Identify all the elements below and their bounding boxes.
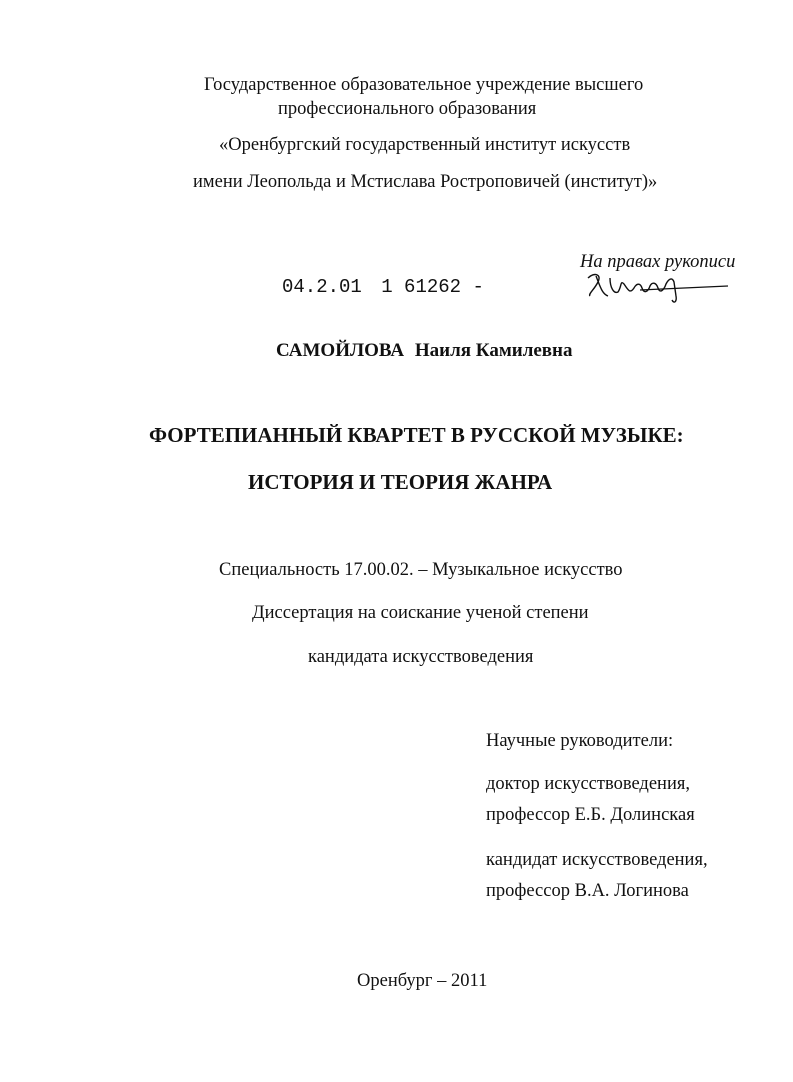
title-line-2: ИСТОРИЯ И ТЕОРИЯ ЖАНРА (248, 470, 553, 494)
supervisor-1-degree: доктор искусствоведения, (486, 774, 690, 794)
author-name: Наиля Камилевна (414, 340, 573, 361)
handwritten-signature (580, 266, 730, 306)
author (276, 340, 573, 362)
specialty: Специальность 17.00.02. – Музыкальное искусство (219, 560, 623, 580)
supervisor-1-name: профессор Е.Б. Долинская (486, 805, 695, 825)
registry-number-part2: 1 61262 - (381, 276, 484, 298)
degree-line-2: кандидата искусствоведения (308, 647, 534, 667)
institution-line-4: имени Леопольда и Мстислава Ростроповичей (институт)» (193, 172, 658, 192)
title-line-1: ФОРТЕПИАННЫЙ КВАРТЕТ В РУССКОЙ МУЗЫКЕ: (149, 423, 684, 447)
supervisor-2-degree: кандидат искусствоведения, (486, 850, 708, 870)
author-surname: САМОЙЛОВА (276, 340, 405, 361)
city-year: Оренбург – 2011 (357, 971, 488, 991)
institution-line-3: «Оренбургский государственный институт искусств (219, 135, 631, 155)
supervisor-2-name: профессор В.А. Логинова (486, 881, 689, 901)
degree-line-1: Диссертация на соискание ученой степени (252, 603, 589, 623)
institution-line-1: Государственное образовательное учреждение высшего (204, 75, 644, 95)
manuscript-note: На правах рукописи (580, 252, 736, 272)
registry-number (282, 276, 484, 298)
supervisors-heading: Научные руководители: (486, 731, 674, 751)
institution-line-2: профессионального образования (278, 99, 537, 119)
registry-number-part1: 04.2.01 (282, 276, 362, 298)
